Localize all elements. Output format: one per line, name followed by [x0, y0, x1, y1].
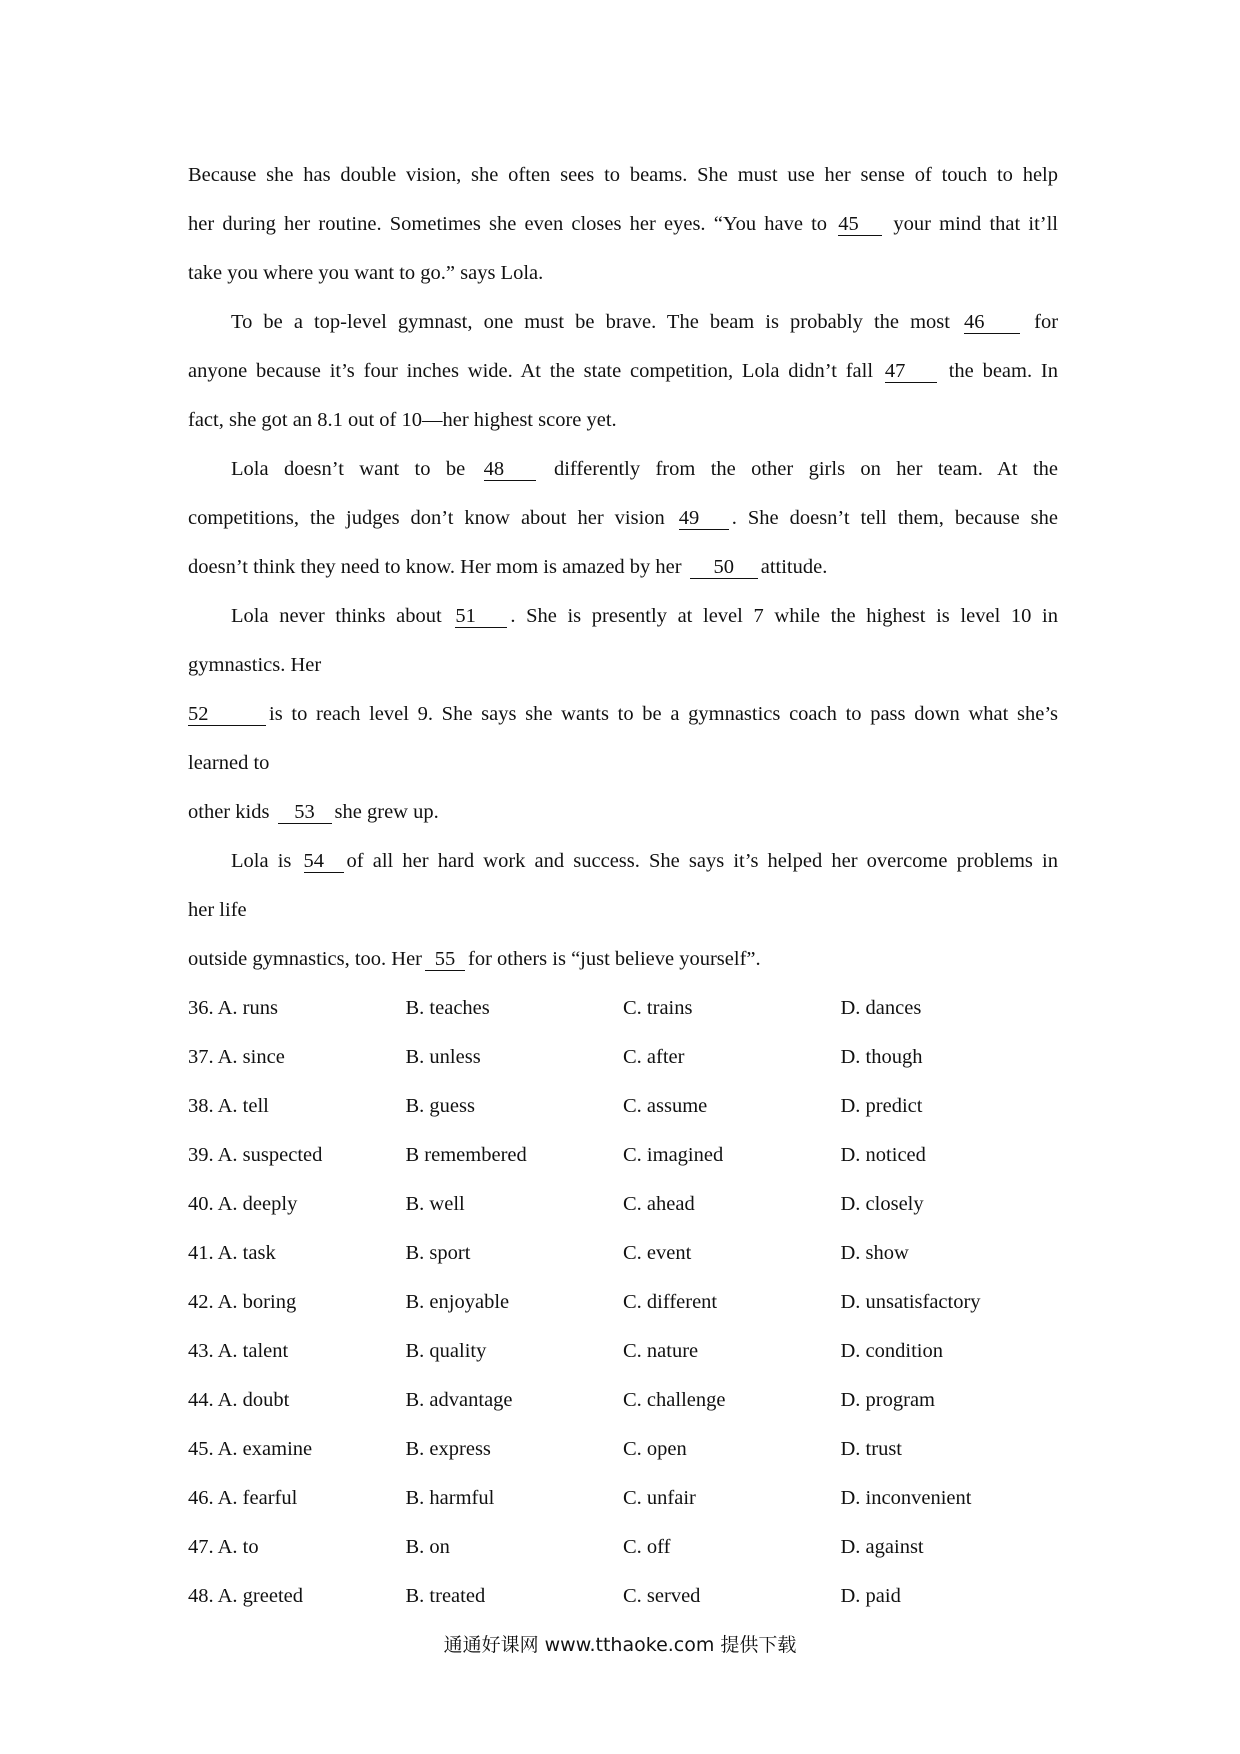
option[interactable]: 47. A. to	[188, 1536, 259, 1558]
option[interactable]: B. express	[405, 1438, 491, 1460]
option[interactable]: 37. A. since	[188, 1046, 285, 1068]
blank-49[interactable]: 49	[679, 507, 729, 530]
option[interactable]: C. assume	[623, 1095, 708, 1117]
text-run: competitions, the judges don’t know about her vision	[188, 507, 665, 529]
option[interactable]: D. paid	[840, 1585, 901, 1607]
option[interactable]: 39. A. suspected	[188, 1144, 323, 1166]
option[interactable]: B. on	[405, 1536, 450, 1558]
option-row	[188, 1425, 1058, 1474]
passage-line	[188, 788, 1058, 837]
option[interactable]: D. program	[840, 1389, 936, 1411]
text-run: . She doesn’t tell them, because she	[731, 507, 1058, 529]
option[interactable]: D. show	[840, 1242, 909, 1264]
text-run: other kids	[188, 801, 270, 823]
option[interactable]: 48. A. greeted	[188, 1585, 303, 1607]
blank-50[interactable]: 50	[690, 556, 758, 579]
option[interactable]: B remembered	[405, 1144, 527, 1166]
passage-line: learned to	[188, 752, 270, 774]
page-footer: 通通好课网 www.tthaoke.com 提供下载	[443, 1634, 797, 1656]
passage-line: gymnastics. Her	[188, 654, 322, 676]
blank-48[interactable]: 48	[484, 458, 536, 481]
passage-line	[188, 347, 1058, 396]
blank-54[interactable]: 54	[304, 850, 344, 873]
option[interactable]: 40. A. deeply	[188, 1193, 298, 1215]
text-run: she grew up.	[334, 801, 439, 823]
option[interactable]: B. sport	[405, 1242, 471, 1264]
passage-line	[188, 298, 1058, 347]
option-row	[188, 1278, 1058, 1327]
passage-line: her life	[188, 899, 247, 921]
passage-line	[188, 445, 1058, 494]
option[interactable]: B. enjoyable	[405, 1291, 510, 1313]
passage-line: fact, she got an 8.1 out of 10—her highest score yet.	[188, 409, 617, 431]
text-run: is to reach level 9. She says she wants to be a gymnastics coach to pass down what she’s	[269, 703, 1058, 725]
option-row	[188, 984, 1058, 1033]
option[interactable]: D. closely	[840, 1193, 924, 1215]
passage-line	[188, 543, 1058, 592]
option[interactable]: B. unless	[405, 1046, 481, 1068]
option[interactable]: D. unsatisfactory	[840, 1291, 981, 1313]
text-run: of all her hard work and success. She says it’s helped her overcome problems in	[346, 850, 1058, 872]
passage-line	[188, 494, 1058, 543]
blank-53[interactable]: 53	[278, 801, 332, 824]
option-row	[188, 1082, 1058, 1131]
option[interactable]: C. ahead	[623, 1193, 695, 1215]
option[interactable]: B. quality	[405, 1340, 487, 1362]
text-run: her during her routine. Sometimes she even closes her eyes. “You have to	[188, 213, 828, 235]
text-run: your mind that it’ll	[893, 213, 1058, 235]
option[interactable]: B. teaches	[405, 997, 490, 1019]
passage-line	[188, 935, 1058, 984]
option[interactable]: 44. A. doubt	[188, 1389, 290, 1411]
option[interactable]: B. treated	[405, 1585, 486, 1607]
option-row	[188, 1180, 1058, 1229]
option[interactable]: D. noticed	[840, 1144, 926, 1166]
option[interactable]: C. off	[623, 1536, 671, 1558]
blank-55[interactable]: 55	[425, 948, 465, 971]
option[interactable]: D. trust	[840, 1438, 902, 1460]
option-row	[188, 1572, 1058, 1621]
text-run: differently from the other girls on her team. At the	[553, 458, 1058, 480]
option-row	[188, 1229, 1058, 1278]
option[interactable]: D. against	[840, 1536, 924, 1558]
passage-line	[188, 200, 1058, 249]
text-run: Lola never thinks about	[231, 605, 442, 627]
option[interactable]: C. open	[623, 1438, 687, 1460]
option[interactable]: C. imagined	[623, 1144, 724, 1166]
option-row	[188, 1376, 1058, 1425]
blank-46[interactable]: 46	[964, 311, 1020, 334]
option[interactable]: 38. A. tell	[188, 1095, 269, 1117]
option[interactable]: 46. A. fearful	[188, 1487, 298, 1509]
text-run: outside gymnastics, too. Her	[188, 948, 423, 970]
option[interactable]: C. served	[623, 1585, 701, 1607]
option[interactable]: B. harmful	[405, 1487, 495, 1509]
option[interactable]: B. guess	[405, 1095, 475, 1117]
text-run: To be a top-level gymnast, one must be brave. The beam is probably the most	[231, 311, 950, 333]
text-run: attitude.	[760, 556, 828, 578]
passage-line: Because she has double vision, she often sees to beams. She must use her sense of touch to help	[188, 164, 1058, 186]
option[interactable]: 36. A. runs	[188, 997, 278, 1019]
option[interactable]: C. different	[623, 1291, 718, 1313]
answer-options	[188, 984, 1058, 1621]
text-run: Lola doesn’t want to be	[231, 458, 466, 480]
text-run: doesn’t think they need to know. Her mom is amazed by her	[188, 556, 682, 578]
blank-47[interactable]: 47	[885, 360, 937, 383]
option-row	[188, 1523, 1058, 1572]
option[interactable]: C. after	[623, 1046, 685, 1068]
blank-52[interactable]: 52	[188, 703, 266, 726]
option[interactable]: C. event	[623, 1242, 692, 1264]
passage-line	[188, 690, 1058, 739]
option[interactable]: C. nature	[623, 1340, 699, 1362]
option[interactable]: 45. A. examine	[188, 1438, 313, 1460]
option[interactable]: 43. A. talent	[188, 1340, 289, 1362]
text-run: Lola is	[231, 850, 292, 872]
passage-line	[188, 837, 1058, 886]
option-row	[188, 1474, 1058, 1523]
option[interactable]: C. trains	[623, 997, 693, 1019]
option[interactable]: D. predict	[840, 1095, 923, 1117]
option[interactable]: C. challenge	[623, 1389, 726, 1411]
option[interactable]: B. well	[405, 1193, 465, 1215]
text-run: the beam. In	[948, 360, 1059, 382]
option[interactable]: D. inconvenient	[840, 1487, 972, 1509]
blank-51[interactable]: 51	[455, 605, 507, 628]
option[interactable]: D. condition	[840, 1340, 943, 1362]
option[interactable]: D. dances	[840, 997, 922, 1019]
passage	[188, 151, 1058, 1621]
text-run: anyone because it’s four inches wide. At the state competition, Lola didn’t fall	[188, 360, 874, 382]
option-row	[188, 1327, 1058, 1376]
option-row	[188, 1131, 1058, 1180]
option[interactable]: 41. A. task	[188, 1242, 276, 1264]
text-run: for others is “just believe yourself”.	[468, 948, 761, 970]
text-run: . She is presently at level 7 while the highest is level 10 in	[510, 605, 1058, 627]
passage-line	[188, 592, 1058, 641]
option[interactable]: 42. A. boring	[188, 1291, 297, 1313]
option-row	[188, 1033, 1058, 1082]
text-run: for	[1034, 311, 1059, 333]
passage-line: take you where you want to go.” says Lola.	[188, 262, 544, 284]
option[interactable]: C. unfair	[623, 1487, 696, 1509]
option[interactable]: B. advantage	[405, 1389, 513, 1411]
blank-45[interactable]: 45	[838, 213, 882, 236]
option[interactable]: D. though	[840, 1046, 923, 1068]
